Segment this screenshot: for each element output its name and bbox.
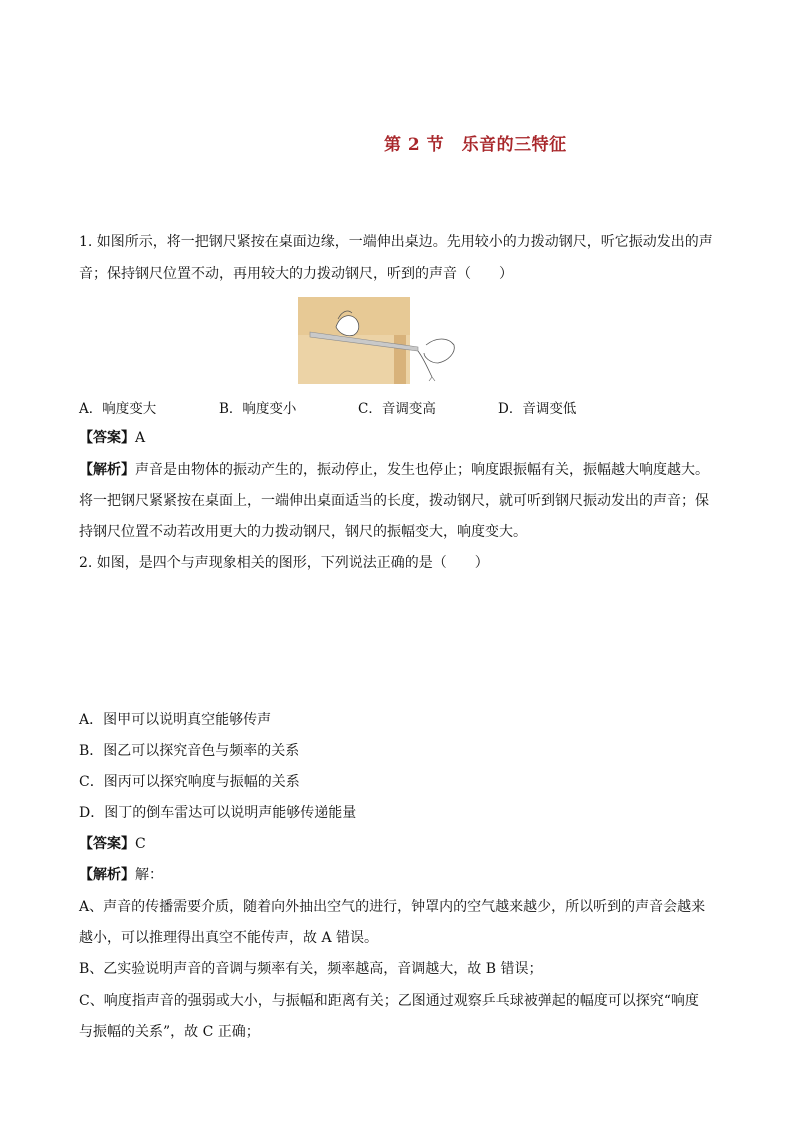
q1-options [79, 397, 719, 417]
q2-analysis-c-line1: C、响度指声音的强弱或大小，与振幅和距离有关；乙图通过观察乒乓球被弹起的幅度可以探究“响度 [79, 993, 699, 1009]
answer-value: A [135, 430, 146, 446]
q1-option-d[interactable]: D．音调变低 [498, 401, 577, 417]
q1-answer [79, 428, 719, 448]
q1-analysis-line1 [79, 460, 719, 480]
q1-analysis-line3: 持钢尺位置不动若改用更大的力拨动钢尺，钢尺的振幅变大，响度变大。 [79, 524, 527, 540]
analysis-text: 解： [135, 867, 163, 883]
ruler-on-table-illustration [298, 297, 457, 384]
q1-stem-line2: 音；保持钢尺位置不动，再用较大的力拨动钢尺，听到的声音（ ） [79, 266, 513, 282]
q2-analysis-b: B、乙实验说明声音的音调与频率有关，频率越高，音调越大，故 B 错误； [79, 961, 543, 977]
section-title: 第 2 节 乐音的三特征 [384, 135, 567, 155]
q2-option-d[interactable]: D．图丁的倒车雷达可以说明声能够传递能量 [79, 805, 357, 821]
analysis-text: 声音是由物体的振动产生的，振动停止，发生也停止；响度跟振幅有关，振幅越大响度越大。 [135, 462, 709, 478]
q2-analysis-a-line1: A、声音的传播需要介质，随着向外抽出空气的进行，钟罩内的空气越来越少，所以听到的声音会越来 [79, 899, 706, 915]
answer-value: C [135, 836, 146, 852]
answer-label: 【答案】 [79, 430, 135, 446]
q1-stem-line1: 1. 如图所示，将一把钢尺紧按在桌面边缘，一端伸出桌边。先用较小的力拨动钢尺，听它振动发出的声 [79, 234, 713, 250]
q2-analysis-a-line2: 越小，可以推理得出真空不能传声，故 A 错误。 [79, 930, 379, 946]
q1-option-a[interactable]: A．响度变大 [79, 401, 157, 417]
q2-analysis-line1 [79, 865, 719, 885]
q2-option-a[interactable]: A．图甲可以说明真空能够传声 [79, 712, 272, 728]
q2-stem: 2. 如图，是四个与声现象相关的图形，下列说法正确的是（ ） [79, 555, 489, 571]
q1-analysis-line2: 将一把钢尺紧紧按在桌面上，一端伸出桌面适当的长度，拨动钢尺，就可听到钢尺振动发出的声音；保 [79, 493, 709, 509]
analysis-label: 【解析】 [79, 867, 135, 883]
q1-option-c[interactable]: C．音调变高 [358, 401, 436, 417]
q2-analysis-c-line2: 与振幅的关系”，故 C 正确； [79, 1024, 260, 1040]
q1-option-b[interactable]: B．响度变小 [219, 401, 297, 417]
analysis-label: 【解析】 [79, 462, 135, 478]
q2-answer [79, 834, 719, 854]
q2-option-b[interactable]: B．图乙可以探究音色与频率的关系 [79, 743, 300, 759]
q2-option-c[interactable]: C．图丙可以探究响度与振幅的关系 [79, 774, 300, 790]
answer-label: 【答案】 [79, 836, 135, 852]
